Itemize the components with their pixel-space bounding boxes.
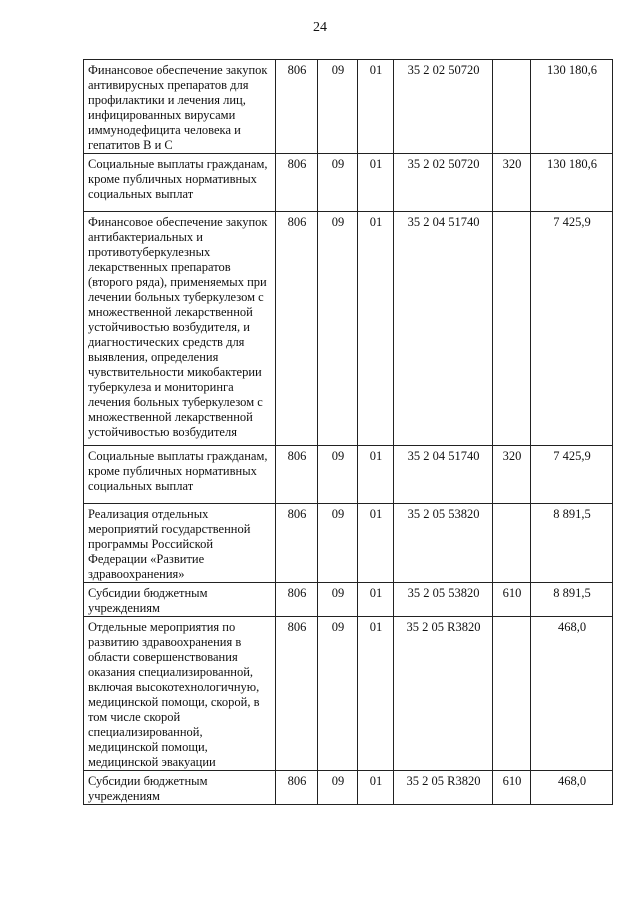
expense-type-code: 320 <box>493 446 531 504</box>
row-name: Субсидии бюджетным учреждениям <box>84 771 276 805</box>
amount: 8 891,5 <box>531 583 613 617</box>
target-article-code: 35 2 05 R3820 <box>394 617 493 771</box>
expense-type-code: 610 <box>493 583 531 617</box>
ministry-code: 806 <box>276 154 318 212</box>
section-code: 09 <box>318 504 358 583</box>
section-code: 09 <box>318 212 358 446</box>
table-row <box>84 504 613 583</box>
table-row <box>84 212 613 446</box>
subsection-code: 01 <box>358 504 394 583</box>
table-row <box>84 60 613 154</box>
section-code: 09 <box>318 60 358 154</box>
subsection-code: 01 <box>358 212 394 446</box>
expense-type-code: 610 <box>493 771 531 805</box>
ministry-code: 806 <box>276 446 318 504</box>
target-article-code: 35 2 04 51740 <box>394 212 493 446</box>
amount: 468,0 <box>531 617 613 771</box>
expense-type-code: 320 <box>493 154 531 212</box>
target-article-code: 35 2 04 51740 <box>394 446 493 504</box>
amount: 7 425,9 <box>531 446 613 504</box>
target-article-code: 35 2 05 R3820 <box>394 771 493 805</box>
ministry-code: 806 <box>276 212 318 446</box>
target-article-code: 35 2 05 53820 <box>394 504 493 583</box>
amount: 130 180,6 <box>531 154 613 212</box>
section-code: 09 <box>318 617 358 771</box>
subsection-code: 01 <box>358 771 394 805</box>
row-name: Отдельные мероприятия по развитию здравоохранения в области совершенствования оказания специализированной, включая высокотехнологичную, медицинской помощи, скорой, в том числе скорой специализированной, медицинской помощи, медицинской эвакуации <box>84 617 276 771</box>
row-name: Социальные выплаты гражданам, кроме публичных нормативных социальных выплат <box>84 154 276 212</box>
ministry-code: 806 <box>276 771 318 805</box>
section-code: 09 <box>318 583 358 617</box>
row-name: Социальные выплаты гражданам, кроме публичных нормативных социальных выплат <box>84 446 276 504</box>
amount: 130 180,6 <box>531 60 613 154</box>
expense-type-code <box>493 617 531 771</box>
expense-type-code <box>493 504 531 583</box>
table-row <box>84 771 613 805</box>
amount: 468,0 <box>531 771 613 805</box>
table-row <box>84 583 613 617</box>
subsection-code: 01 <box>358 446 394 504</box>
ministry-code: 806 <box>276 583 318 617</box>
subsection-code: 01 <box>358 583 394 617</box>
ministry-code: 806 <box>276 60 318 154</box>
section-code: 09 <box>318 154 358 212</box>
subsection-code: 01 <box>358 60 394 154</box>
target-article-code: 35 2 05 53820 <box>394 583 493 617</box>
target-article-code: 35 2 02 50720 <box>394 60 493 154</box>
budget-table <box>83 59 613 805</box>
subsection-code: 01 <box>358 617 394 771</box>
row-name: Субсидии бюджетным учреждениям <box>84 583 276 617</box>
page-number: 24 <box>313 20 327 35</box>
ministry-code: 806 <box>276 617 318 771</box>
row-name: Финансовое обеспечение закупок антибактериальных и противотуберкулезных лекарственных препаратов (второго ряда), применяемых при лечении больных туберкулезом с множественной лекарственной устойчивостью возбудителя, и диагностических средств для выявления, определения чувствительности микобактерии туберкулеза и мониторинга лечения больных туберкулезом с множественной лекарственной устойчивостью возбудителя <box>84 212 276 446</box>
expense-type-code <box>493 60 531 154</box>
ministry-code: 806 <box>276 504 318 583</box>
section-code: 09 <box>318 446 358 504</box>
table-row <box>84 154 613 212</box>
section-code: 09 <box>318 771 358 805</box>
subsection-code: 01 <box>358 154 394 212</box>
row-name: Реализация отдельных мероприятий государственной программы Российской Федерации «Развитие здравоохранения» <box>84 504 276 583</box>
amount: 7 425,9 <box>531 212 613 446</box>
row-name: Финансовое обеспечение закупок антивирусных препаратов для профилактики и лечения лиц, инфицированных вирусами иммунодефицита человека и гепатитов В и С <box>84 60 276 154</box>
target-article-code: 35 2 02 50720 <box>394 154 493 212</box>
amount: 8 891,5 <box>531 504 613 583</box>
expense-type-code <box>493 212 531 446</box>
table-row <box>84 446 613 504</box>
table-row <box>84 617 613 771</box>
